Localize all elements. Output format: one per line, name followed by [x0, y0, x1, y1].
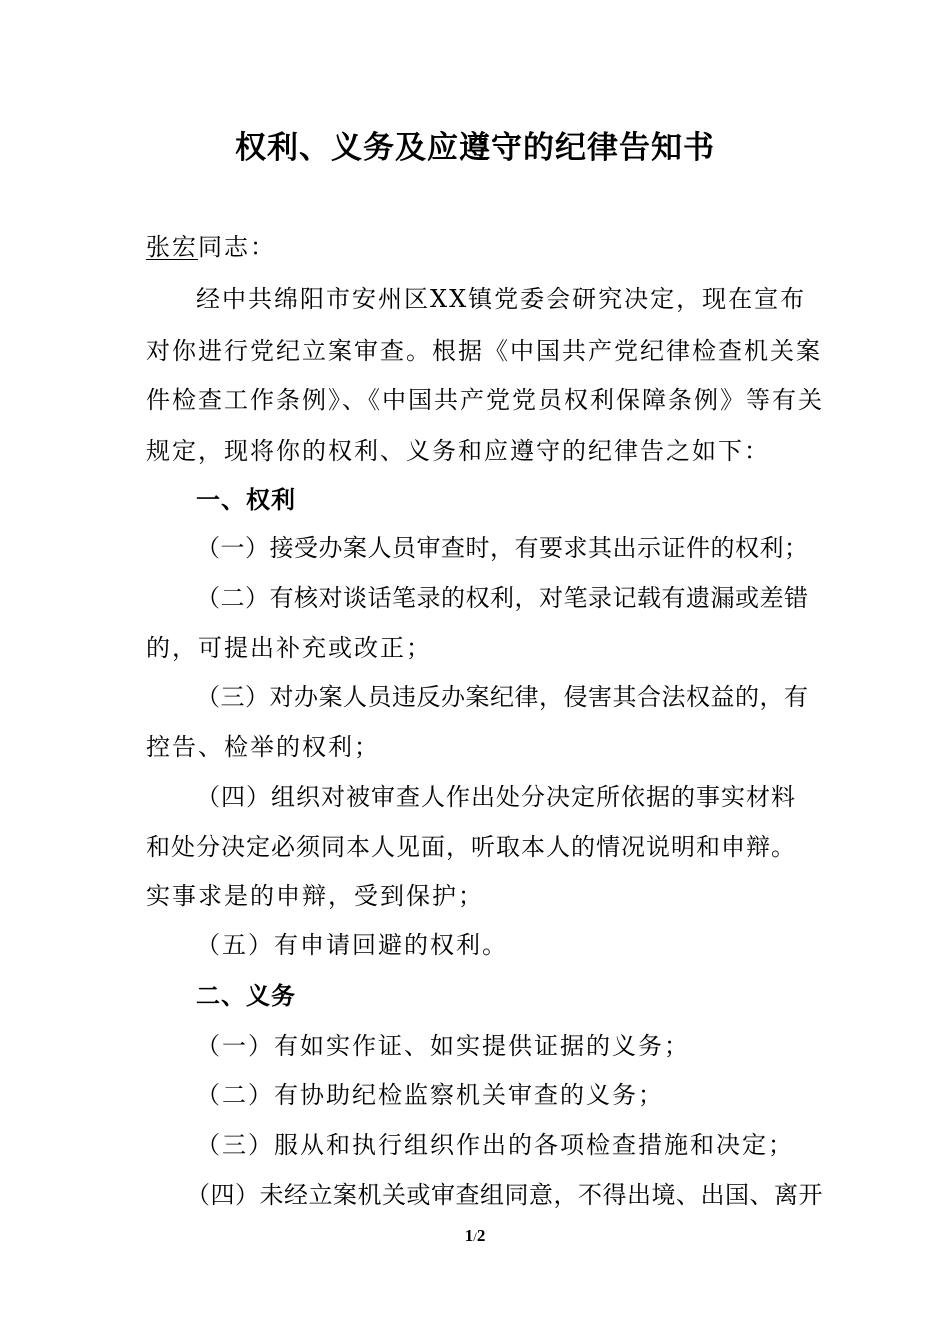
salutation	[146, 230, 276, 264]
recipient-name: 张宏	[146, 233, 198, 261]
intro-line: 经中共绵阳市安州区XX镇党委会研究决定，现在宣布	[196, 285, 807, 313]
page-separator: /	[473, 1229, 477, 1244]
page-number	[0, 1226, 950, 1246]
rights-line: 和处分决定必须同本人见面，听取本人的情况说明和申辩。	[146, 833, 796, 861]
duties-line: （三）服从和执行组织作出的各项检查措施和决定；	[196, 1131, 794, 1159]
duties-line: （一）有如实作证、如实提供证据的义务；	[196, 1032, 690, 1060]
page-total: 2	[476, 1226, 486, 1245]
section-heading-rights: 一、权利	[196, 486, 296, 514]
rights-line: （四）组织对被审查人作出处分决定所依据的事实材料	[196, 783, 796, 811]
rights-line: （五）有申请回避的权利。	[196, 931, 508, 959]
rights-line: （三）对办案人员违反办案纪律，侵害其合法权益的，有	[196, 683, 809, 711]
intro-line: 对你进行党纪立案审查。根据《中国共产党纪律检查机关案	[146, 337, 822, 365]
rights-line: 的，可提出补充或改正；	[146, 634, 432, 662]
duties-line: （四）未经立案机关或审查组同意，不得出境、出国、离开	[186, 1181, 823, 1209]
section-heading-duties: 二、义务	[196, 982, 296, 1010]
rights-line: 实事求是的申辩，受到保护；	[146, 882, 484, 910]
rights-line: （二）有核对谈话笔录的权利，对笔录记载有遗漏或差错	[196, 584, 809, 612]
rights-line: （一）接受办案人员审查时，有要求其出示证件的权利；	[196, 534, 809, 562]
intro-line: 件检查工作条例》、《中国共产党党员权利保障条例》等有关	[146, 386, 824, 414]
rights-line: 控告、检举的权利；	[146, 733, 380, 761]
document-title: 权利、义务及应遵守的纪律告知书	[235, 130, 715, 166]
intro-line: 规定，现将你的权利、义务和应遵守的纪律告之如下：	[146, 437, 770, 465]
salutation-suffix: 同志：	[198, 233, 276, 261]
duties-line: （二）有协助纪检监察机关审查的义务；	[196, 1081, 664, 1109]
page-current: 1	[464, 1226, 474, 1245]
